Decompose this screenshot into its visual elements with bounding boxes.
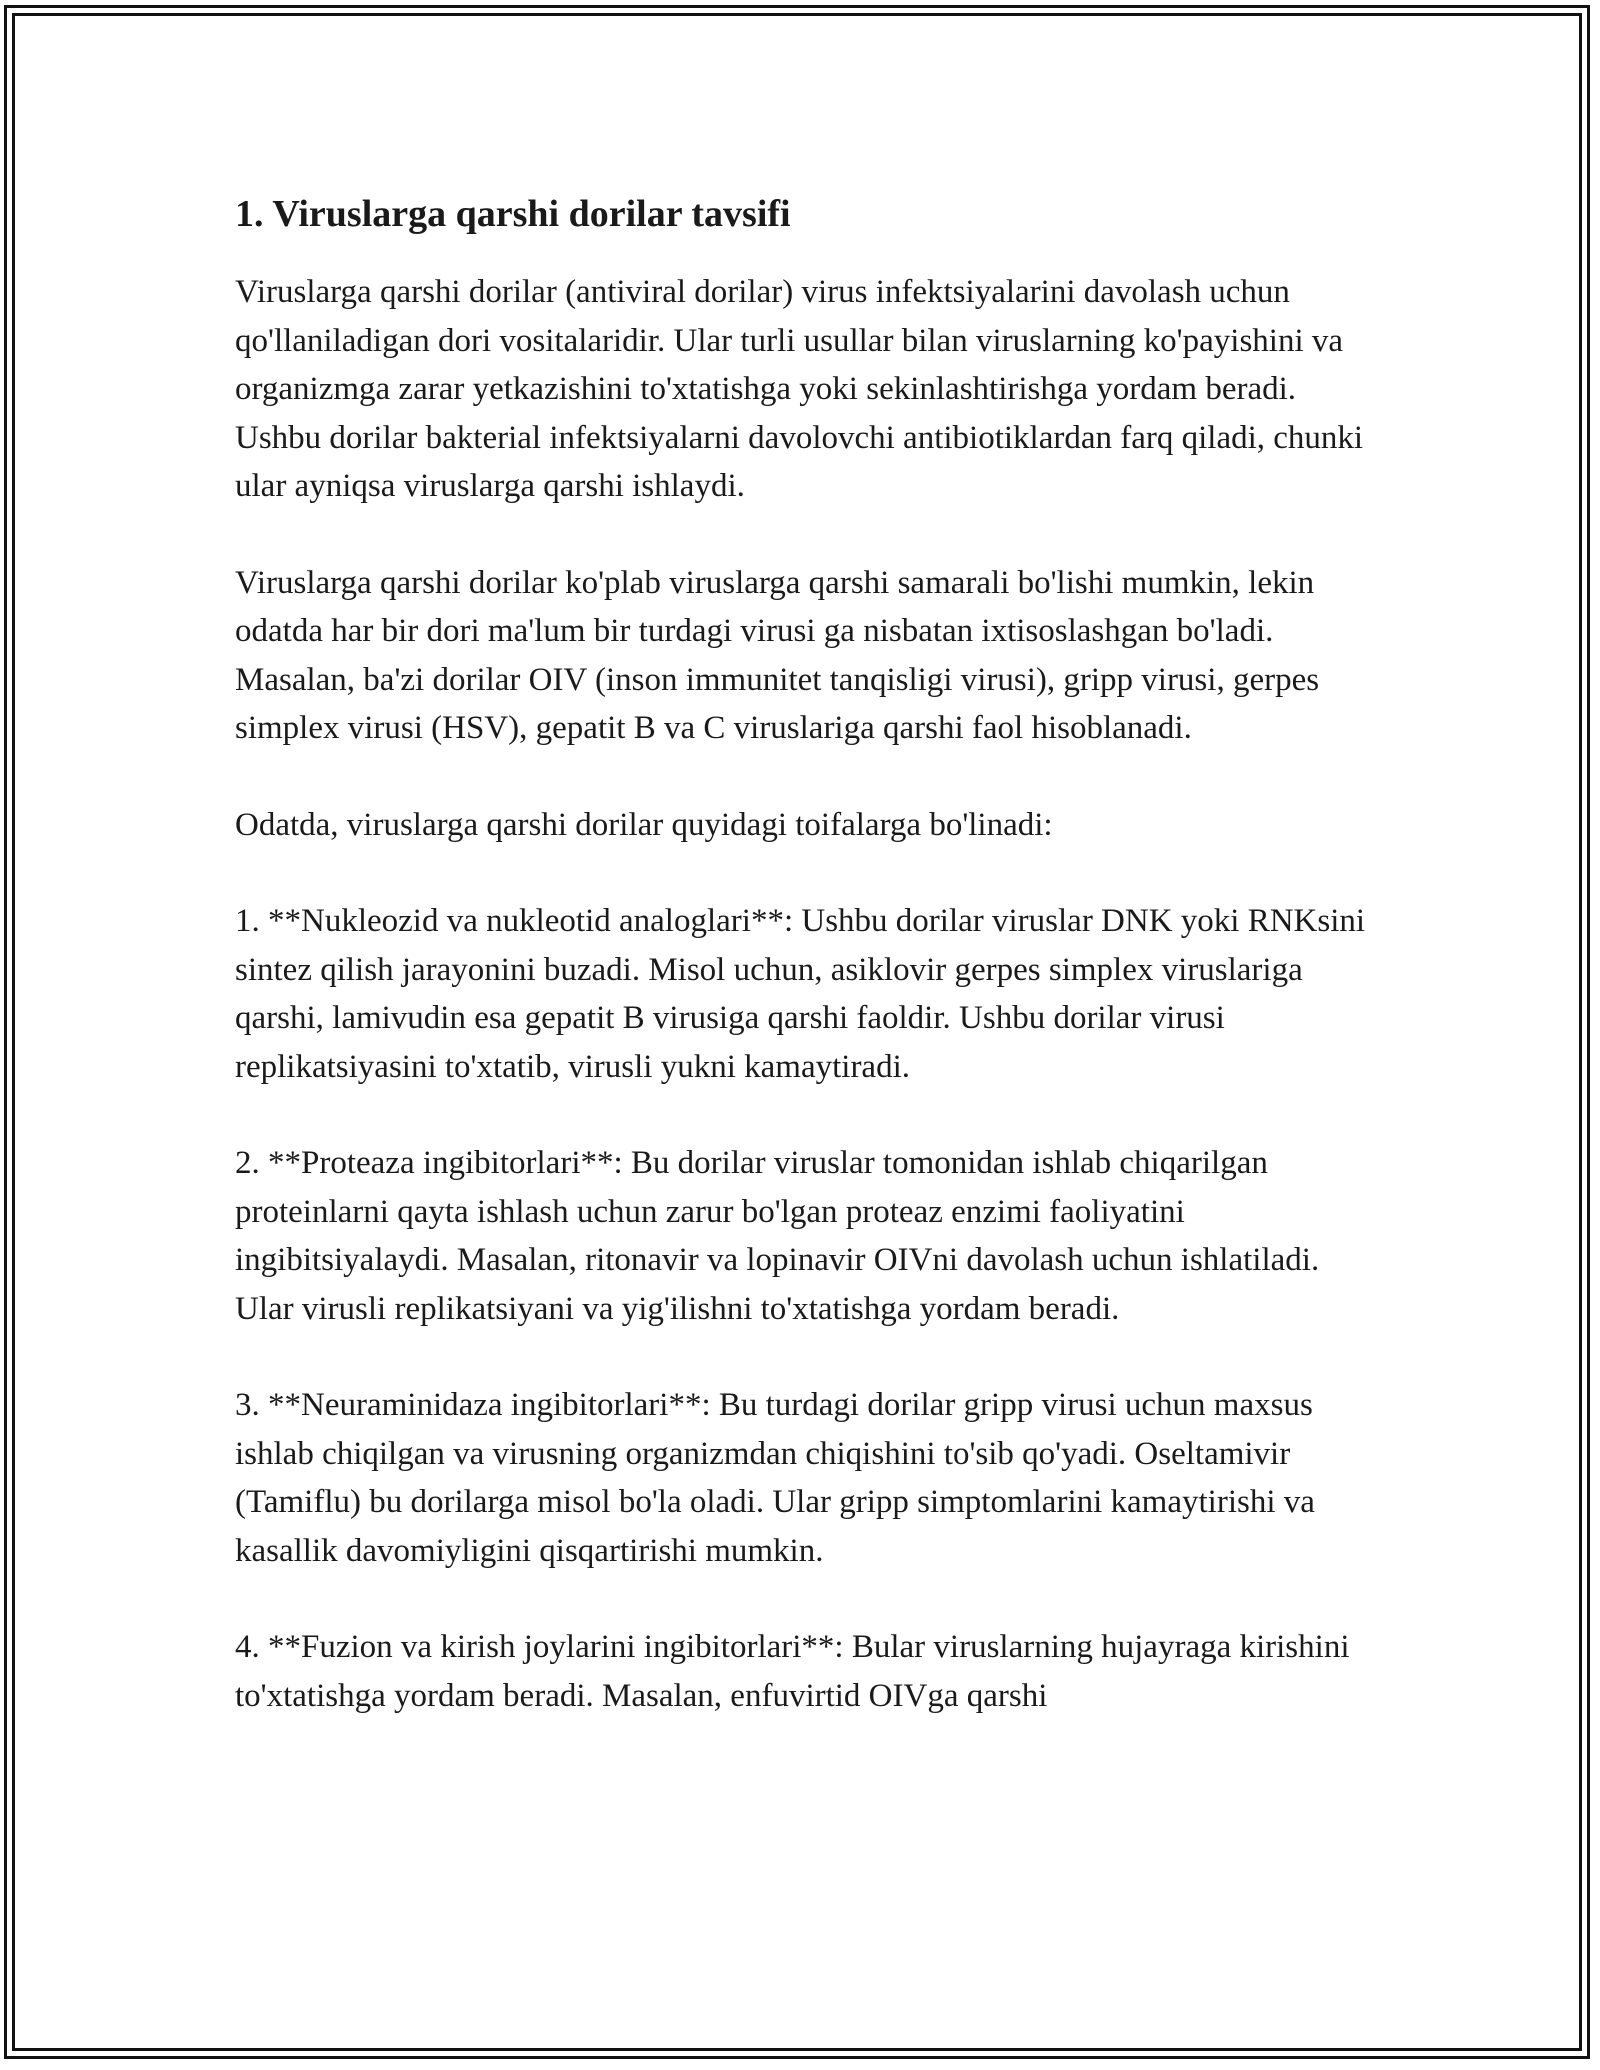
list-item-protease-inhibitors: 2. **Proteaza ingibitorlari**: Bu dorilar viruslar tomonidan ishlab chiqarilgan proteinlarni qayta ishlash uchun zarur bo'lgan proteaz enzimi faoliyatini ingibitsiyalaydi. Masalan, ritonavir va lopinavir OIVni davolash uchun ishlatiladi. Ular virusli replikatsiyani va yig'ilishni to'xtatishga yordam beradi. (235, 1145, 1320, 1327)
paragraph-specificity: Viruslarga qarshi dorilar ko'plab viruslarga qarshi samarali bo'lishi mumkin, lekin odatda har bir dori ma'lum bir turdagi virusi ga nisbatan ixtisoslashgan bo'ladi. Masalan, ba'zi dorilar OIV (inson immunitet tanqisligi virusi), gripp virusi, gerpes simplex virusi (HSV), gepatit B va C viruslariga qarshi faol hisoblanadi. (235, 564, 1320, 746)
section-heading: 1. Viruslarga qarshi dorilar tavsifi (235, 193, 791, 235)
paragraph-categories-intro: Odatda, viruslarga qarshi dorilar quyidagi toifalarga bo'linadi: (235, 806, 1053, 843)
list-item-neuraminidase-inhibitors: 3. **Neuraminidaza ingibitorlari**: Bu turdagi dorilar gripp virusi uchun maxsus ishlab chiqilgan va virusning organizmdan chiqishini to'sib qo'yadi. Oseltamivir (Tamiflu) bu dorilarga misol bo'la oladi. Ular gripp simptomlarini kamaytirishi va kasallik davomiyligini qisqartirishi mumkin. (235, 1387, 1315, 1569)
list-item-fusion-entry-inhibitors: 4. **Fuzion va kirish joylarini ingibitorlari**: Bular viruslarning hujayraga kirishini to'xtatishga yordam beradi. Masalan, enfuvirtid OIVga qarshi (235, 1629, 1350, 1714)
paragraph-intro: Viruslarga qarshi dorilar (antiviral dorilar) virus infektsiyalarini davolash uchun qo'llaniladigan dori vositalaridir. Ular turli usullar bilan viruslarning ko'payishini va organizmga zarar yetkazishini to'xtatishga yoki sekinlashtirishga yordam beradi. Ushbu dorilar bakterial infektsiyalarni davolovchi antibiotiklardan farq qiladi, chunki ular ayniqsa viruslarga qarshi ishlaydi. (235, 274, 1364, 504)
list-item-nucleoside-analogs: 1. **Nukleozid va nukleotid analoglari**: Ushbu dorilar viruslar DNK yoki RNKsini sintez qilish jarayonini buzadi. Misol uchun, asiklovir gerpes simplex viruslariga qarshi, lamivudin esa gepatit B virusiga qarshi faoldir. Ushbu dorilar virusi replikatsiyasini to'xtatib, virusli yukni kamaytiradi. (235, 903, 1366, 1085)
document-body (235, 186, 1375, 1768)
